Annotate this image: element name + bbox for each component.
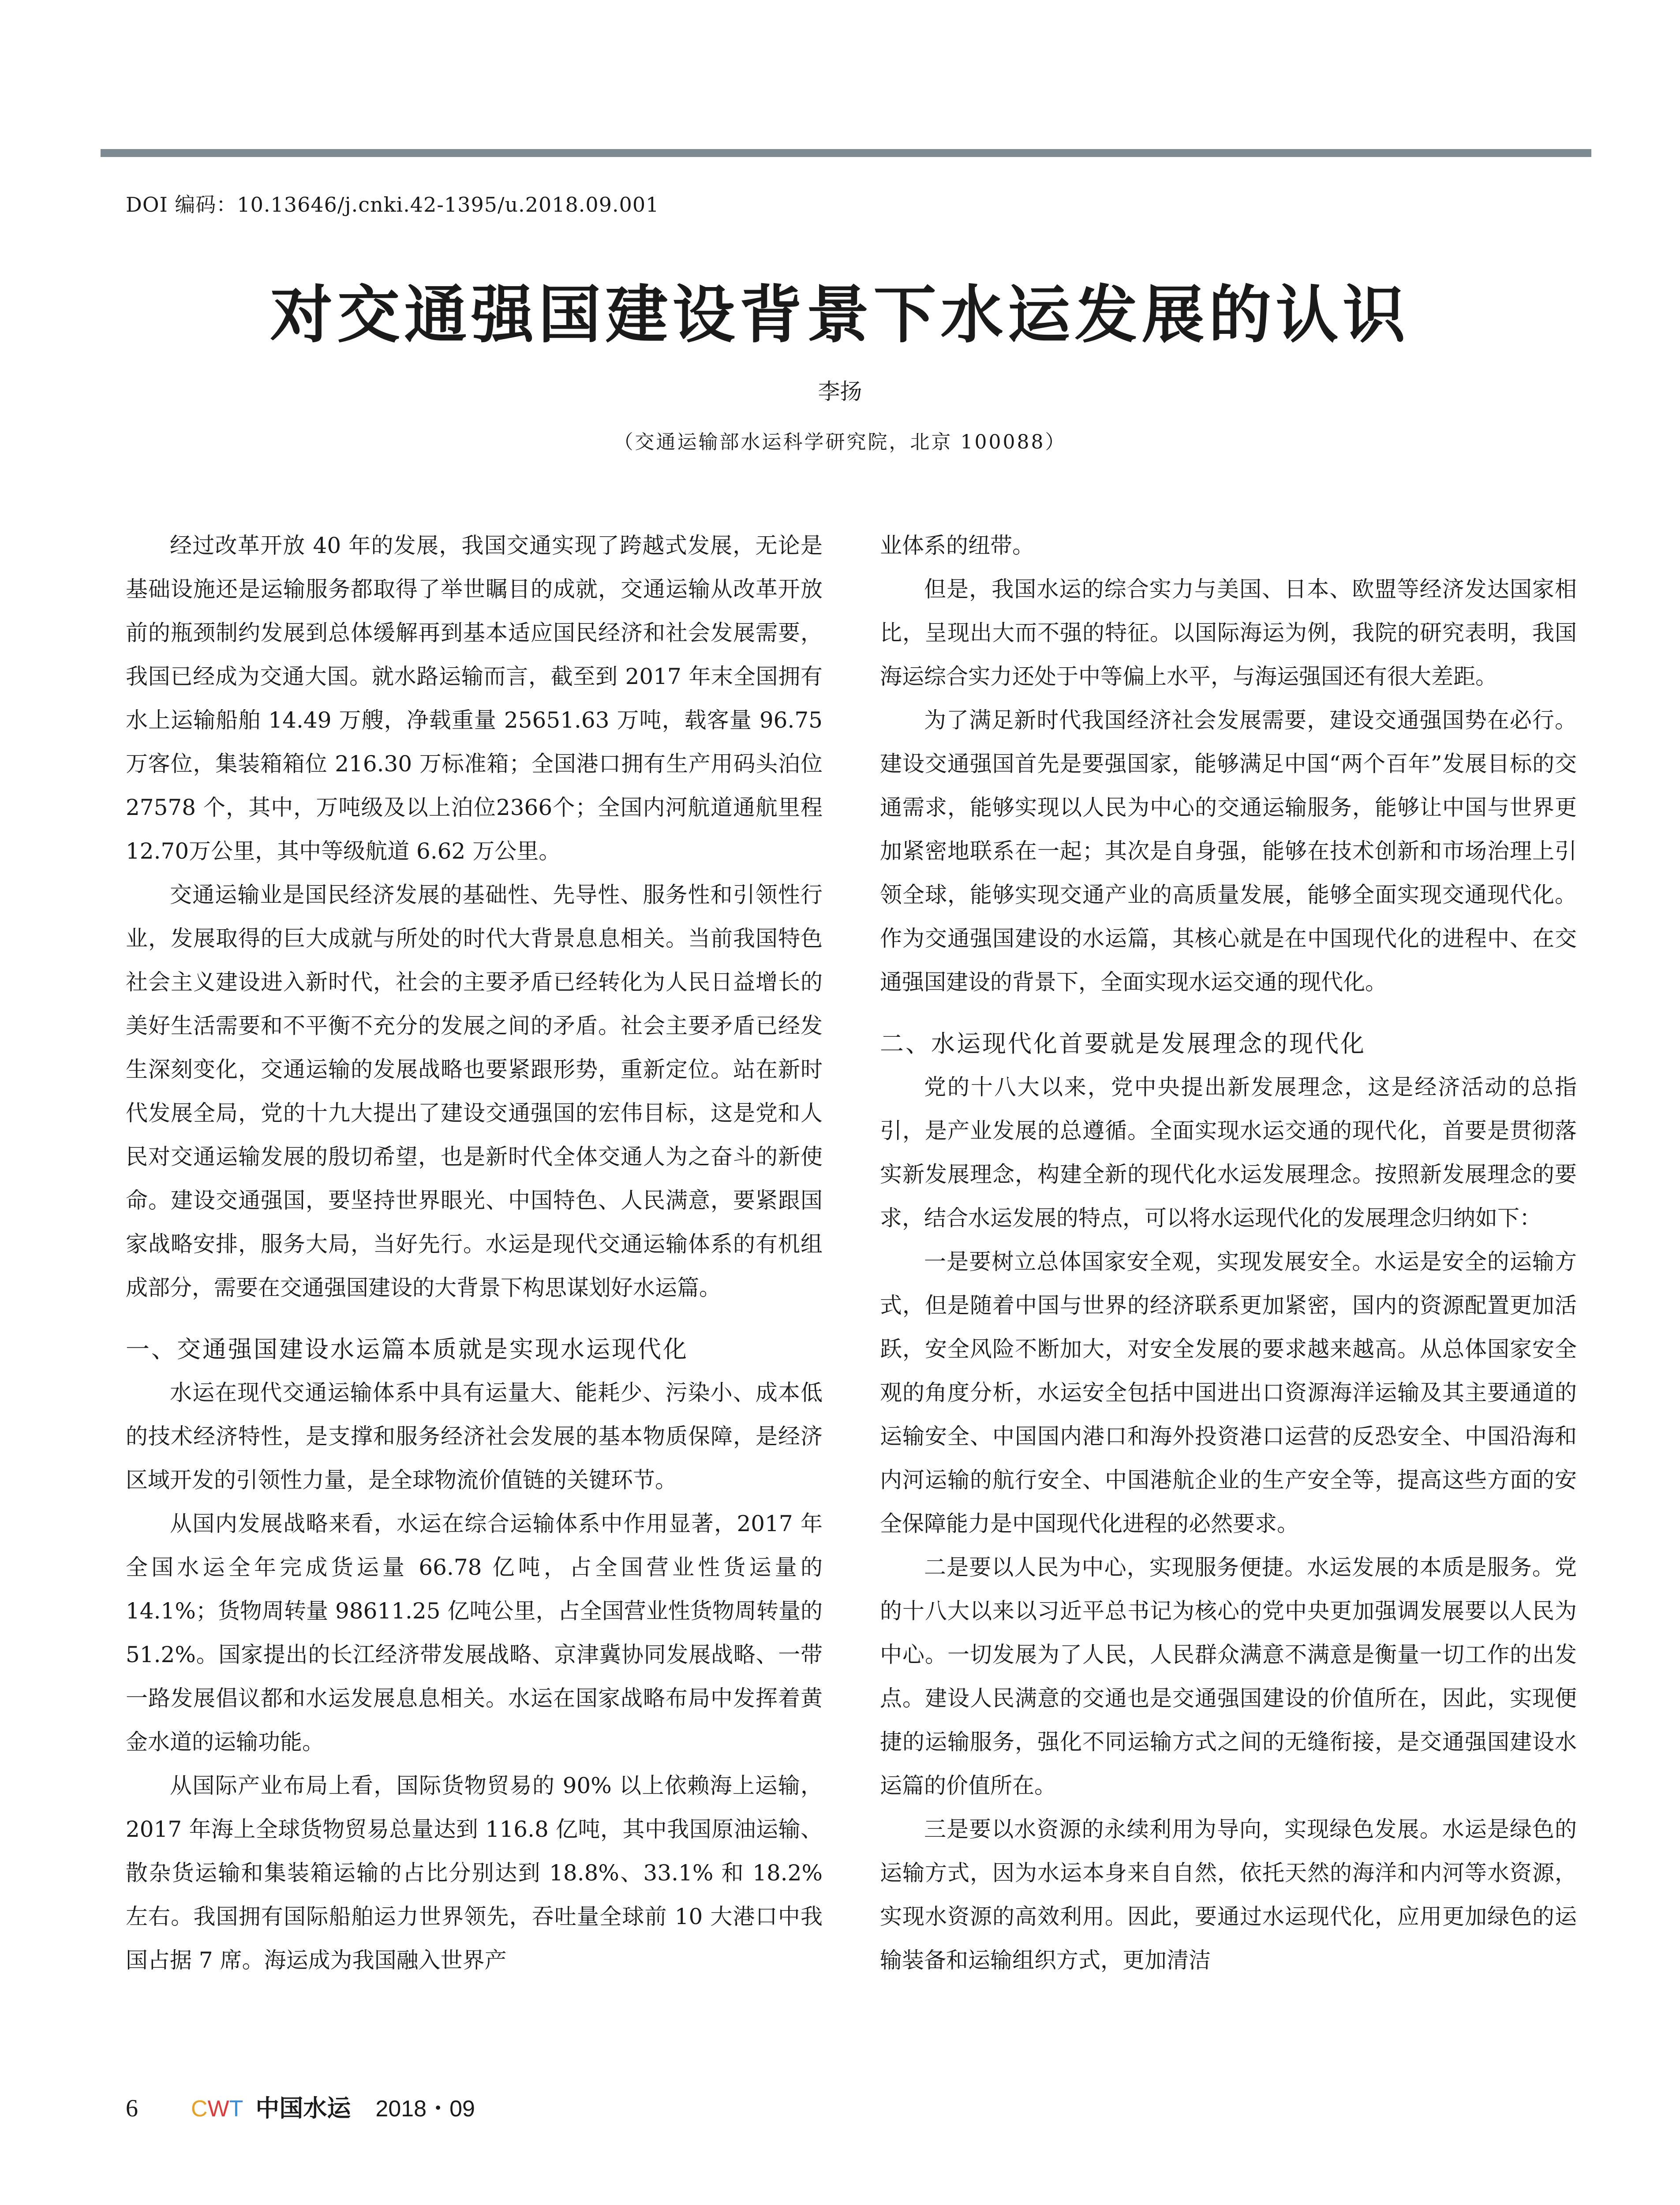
paragraph-continued: 业体系的纽带。 <box>880 533 1034 558</box>
paragraph: 党的十八大以来，党中央提出新发展理念，这是经济活动的总指引，是产业发展的总遵循。全面实现水运交通的现代化，首要是贯彻落实新发展理念，构建全新的现代化水运发展理念。按照新发展理念的要求，结合水运发展的特点，可以将水运现代化的发展理念归纳如下： <box>880 1074 1577 1231</box>
logo-letter-c: C <box>191 2096 208 2122</box>
doi-line: DOI 编码：10.13646/j.cnki.42-1395/u.2018.09.001 <box>126 193 659 217</box>
paragraph: 一是要树立总体国家安全观，实现发展安全。水运是安全的运输方式，但是随着中国与世界的经济联系更加紧密，国内的资源配置更加活跃，安全风险不断加大，对安全发展的要求越来越高。从总体国家安全观的角度分析，水运安全包括中国进出口资源海洋运输及其主要通道的运输安全、中国国内港口和海外投资港口运营的反恐安全、中国沿海和内河运输的航行安全、中国港航企业的生产安全等，提高这些方面的安全保障能力是中国现代化进程的必然要求。 <box>880 1249 1577 1536</box>
right-column <box>880 524 1577 1982</box>
journal-name: 中国水运 <box>255 2094 351 2122</box>
paragraph: 从国内发展战略来看，水运在综合运输体系中作用显著，2017 年全国水运全年完成货运量 66.78 亿吨，占全国营业性货运量的 14.1%；货物周转量 98611.25 亿吨公里，占全国营业性货物周转量的 51.2%。国家提出的长江经济带发展战略、京津冀协同发展战略、一带一路发展倡议都和水运发展息息相关。水运在国家战略布局中发挥着黄金水道的运输功能。 <box>126 1511 823 1755</box>
article-title: 对交通强国建设背景下水运发展的认识 <box>270 278 1410 351</box>
header-rule <box>101 149 1591 157</box>
paragraph: 经过改革开放 40 年的发展，我国交通实现了跨越式发展，无论是基础设施还是运输服务都取得了举世瞩目的成就，交通运输从改革开放前的瓶颈制约发展到总体缓解再到基本适应国民经济和社会发展需要，我国已经成为交通大国。就水路运输而言，截至到 2017 年末全国拥有水上运输船舶 14.49 万艘，净载重量 25651.63 万吨，载客量 96.75 万客位，集装箱箱位 216.30 万标准箱；全国港口拥有生产用码头泊位 27578 个，其中，万吨级及以上泊位2366个；全国内河航道通航里程12.70万公里，其中等级航道 6.62 万公里。 <box>126 533 823 864</box>
logo-letter-w: W <box>207 2096 229 2122</box>
section-heading-1: 一、交通强国建设水运篇本质就是实现水运现代化 <box>126 1335 688 1363</box>
paragraph: 三是要以水资源的永续利用为导向，实现绿色发展。水运是绿色的运输方式，因为水运本身来自自然，依托天然的海洋和内河等水资源，实现水资源的高效利用。因此，要通过水运现代化，应用更加绿色的运输装备和运输组织方式，更加清洁 <box>880 1816 1577 1973</box>
left-column <box>126 524 823 1982</box>
paragraph: 但是，我国水运的综合实力与美国、日本、欧盟等经济发达国家相比，呈现出大而不强的特征。以国际海运为例，我院的研究表明，我国海运综合实力还处于中等偏上水平，与海运强国还有很大差距。 <box>880 576 1577 689</box>
logo-letter-t: T <box>229 2096 243 2122</box>
journal-logo <box>191 2096 243 2122</box>
page-number: 6 <box>126 2095 138 2122</box>
paragraph: 交通运输业是国民经济发展的基础性、先导性、服务性和引领性行业，发展取得的巨大成就与所处的时代大背景息息相关。当前我国特色社会主义建设进入新时代，社会的主要矛盾已经转化为人民日益增长的美好生活需要和不平衡不充分的发展之间的矛盾。社会主要矛盾已经发生深刻变化，交通运输的发展战略也要紧跟形势，重新定位。站在新时代发展全局，党的十九大提出了建设交通强国的宏伟目标，这是党和人民对交通运输发展的殷切希望，也是新时代全体交通人为之奋斗的新使命。建设交通强国，要坚持世界眼光、中国特色、人民满意，要紧跟国家战略安排，服务大局，当好先行。水运是现代交通运输体系的有机组成部分，需要在交通强国建设的大背景下构思谋划好水运篇。 <box>126 882 823 1301</box>
article-author: 李扬 <box>818 379 862 404</box>
paragraph: 为了满足新时代我国经济社会发展需要，建设交通强国势在必行。建设交通强国首先是要强国家，能够满足中国“两个百年”发展目标的交通需求，能够实现以人民为中心的交通运输服务，能够让中国与世界更加紧密地联系在一起；其次是自身强，能够在技术创新和市场治理上引领全球，能够实现交通产业的高质量发展，能够全面实现交通现代化。作为交通强国建设的水运篇，其核心就是在中国现代化的进程中、在交通强国建设的背景下，全面实现水运交通的现代化。 <box>880 707 1577 995</box>
paragraph: 二是要以人民为中心，实现服务便捷。水运发展的本质是服务。党的十八大以来以习近平总书记为核心的党中央更加强调发展要以人民为中心。一切发展为了人民，人民群众满意不满意是衡量一切工作的出发点。建设人民满意的交通也是交通强国建设的价值所在，因此，实现便捷的运输服务，强化不同运输方式之间的无缝衔接，是交通强国建设水运篇的价值所在。 <box>880 1555 1577 1798</box>
paragraph: 水运在现代交通运输体系中具有运量大、能耗少、污染小、成本低的技术经济特性，是支撑和服务经济社会发展的基本物质保障，是经济区域开发的引领性力量，是全球物流价值链的关键环节。 <box>126 1380 823 1493</box>
author-affiliation: （交通运输部水运科学研究院，北京 100088） <box>614 431 1066 453</box>
issue-number: 2018・09 <box>375 2096 475 2122</box>
section-heading-2: 二、水运现代化首要就是发展理念的现代化 <box>880 1030 1366 1058</box>
paragraph: 从国际产业布局上看，国际货物贸易的 90% 以上依赖海上运输，2017 年海上全球货物贸易总量达到 116.8 亿吨，其中我国原油运输、散杂货运输和集装箱运输的占比分别达到 18.8%、33.1% 和 18.2% 左右。我国拥有国际船舶运力世界领先，吞吐量全球前 10 大港口中我国占据 7 席。海运成为我国融入世界产 <box>126 1773 823 1973</box>
page-footer <box>126 2089 475 2123</box>
